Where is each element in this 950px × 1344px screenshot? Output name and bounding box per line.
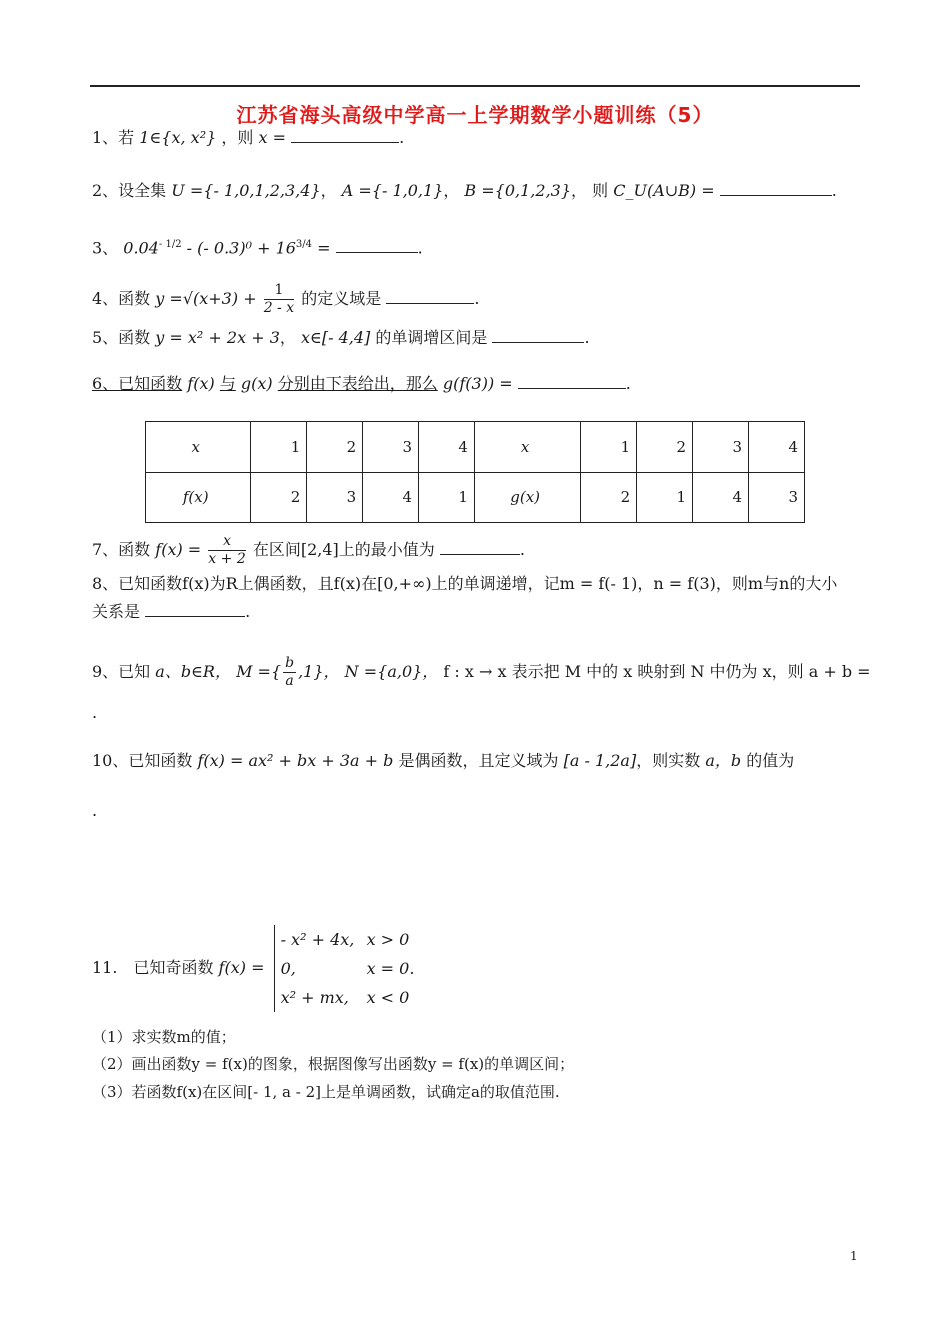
fraction: $\frac{b}{a}$ <box>285 655 295 689</box>
question-9: 9、已知 a、b∈R， M ={ $\frac{b}{a}$ ,1}， N ={a,0}， f : x → x 表示把 M 中的 x 映射到 N 中仍为 x，则 a + b = <box>92 655 871 689</box>
answer-blank[interactable] <box>518 374 626 389</box>
question-4: 4、函数 y =√(x+3) + $\frac{1}{2 - x}$ 的定义域是 . <box>92 282 480 316</box>
question-11: 11. 已知奇函数 f(x) = - x² + 4x, x > 0 0, x = 0. x² + mx, x < 0 <box>92 925 414 1012</box>
question-1: 1、若 1∈{x, x²} ，则 x = . <box>92 128 405 147</box>
answer-blank[interactable] <box>145 602 245 617</box>
question-7: 7、函数 f(x) = $\frac{x}{x + 2}$ 在区间[2,4]上的最小值为 . <box>92 533 525 567</box>
question-10-line2: . <box>92 801 98 820</box>
table-row: f(x) 2 3 4 1 g(x) 2 1 4 3 <box>146 472 805 523</box>
subquestion-3: （3）若函数f(x)在区间[- 1, a - 2]上是单调函数，试确定a的取值范围. <box>92 1083 560 1101</box>
question-2: 2、设全集 U ={- 1,0,1,2,3,4}， A ={- 1,0,1}， B ={0,1,2,3}， 则 C_U(A∪B) = . <box>92 181 837 200</box>
answer-blank[interactable] <box>440 540 520 555</box>
fraction: $\frac{x}{x + 2}$ <box>208 533 246 567</box>
answer-blank[interactable] <box>291 128 399 143</box>
header-rule <box>90 85 860 87</box>
question-8: 8、已知函数f(x)为R上偶函数，且f(x)在[0,+∞)上的单调递增，记m = f(- 1)，n = f(3)，则m与n的大小 <box>92 574 838 593</box>
table-row: x 1 2 3 4 x 1 2 3 4 <box>146 422 805 473</box>
fraction: $\frac{1}{2 - x}$ <box>263 282 295 316</box>
question-5: 5、函数 y = x² + 2x + 3， x∈[- 4,4] 的单调增区间是 . <box>92 328 590 347</box>
q1-expression: 1∈{x, x²} <box>139 128 217 147</box>
case-row: x² + mx, x < 0 <box>280 988 410 1007</box>
question-6: 6、已知函数 f(x) 与 g(x) 分别由下表给出，那么 g(f(3)) = . <box>92 374 631 393</box>
function-table <box>145 421 805 523</box>
page-number: 1 <box>850 1249 858 1263</box>
subquestion-1: （1）求实数m的值； <box>92 1028 236 1046</box>
answer-blank[interactable] <box>386 289 474 304</box>
page-title: 江苏省海头高级中学高一上学期数学小题训练（5） <box>236 103 714 127</box>
answer-blank[interactable] <box>492 328 584 343</box>
question-3: 3、 $0.04^{- 1/2}$ - (- $0.3)^0 + 16^{3/4}$ = . <box>92 238 423 258</box>
case-row: 0, x = 0. <box>280 959 415 978</box>
piecewise-definition <box>274 925 415 1012</box>
question-9-line2: . <box>92 703 98 722</box>
question-10: 10、已知函数 f(x) = ax² + bx + 3a + b 是偶函数，且定义域为 [a - 1,2a]，则实数 a，b 的值为 <box>92 751 795 770</box>
answer-blank[interactable] <box>336 238 418 253</box>
answer-blank[interactable] <box>720 181 832 196</box>
subquestion-2: （2）画出函数y = f(x)的图象，根据图像写出函数y = f(x)的单调区间； <box>92 1055 575 1073</box>
case-row: - x² + 4x, x > 0 <box>280 930 410 949</box>
question-8-line2: 关系是 . <box>92 602 251 621</box>
